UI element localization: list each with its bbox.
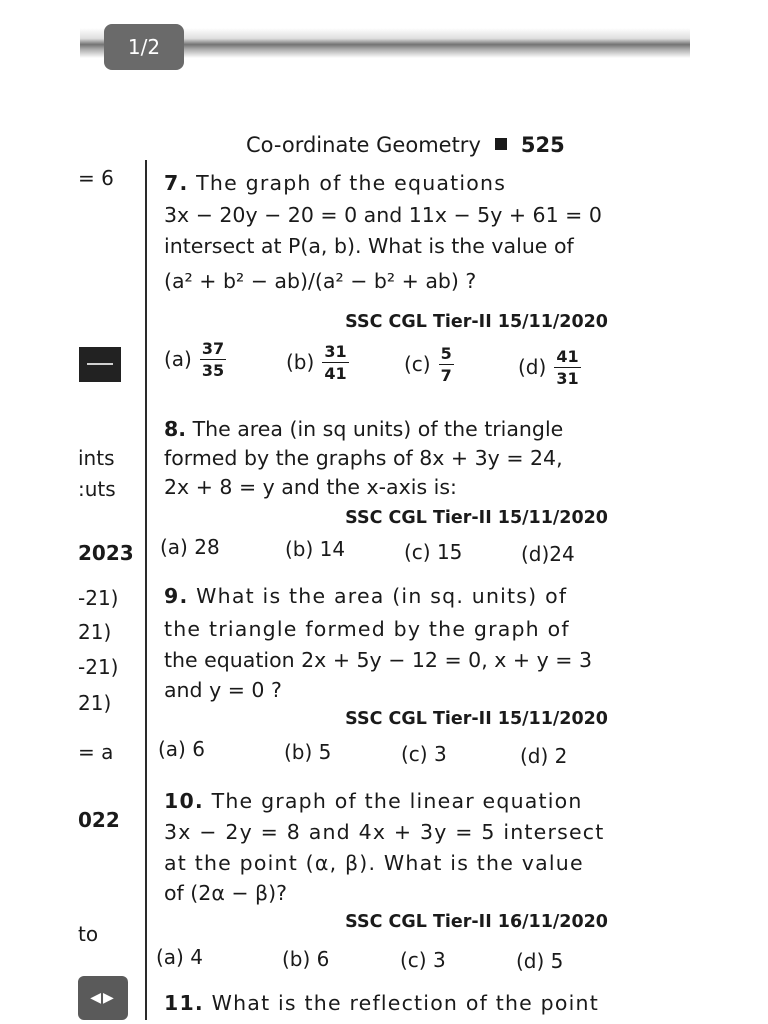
question-10-line-1: 10. The graph of the linear equation — [164, 789, 583, 813]
question-10-option-b: (b) 6 — [282, 947, 330, 971]
margin-fragment: 2023 — [78, 541, 134, 565]
question-7-line-1: 7. The graph of the equations — [164, 171, 507, 195]
question-8-option-d: (d)24 — [521, 542, 575, 566]
margin-fragment: :uts — [78, 477, 116, 501]
question-number: 8. — [164, 417, 187, 441]
question-9-line-3: the equation 2x + 5y − 12 = 0, x + y = 3 — [164, 648, 592, 672]
margin-fragment: -21) — [78, 586, 119, 610]
margin-fragment: 21) — [78, 691, 112, 715]
page-indicator: 1/2 — [104, 24, 184, 70]
margin-fragment: = 6 — [78, 166, 114, 190]
question-10-option-c: (c) 3 — [400, 948, 446, 972]
question-7-option-a: (a) $\frac{37}{35}$ — [164, 339, 225, 380]
chapter-title: Co-ordinate Geometry — [246, 133, 481, 157]
question-8-option-b: (b) 14 — [285, 537, 346, 561]
margin-fragment: = a — [78, 740, 114, 764]
margin-fragment: -21) — [78, 655, 119, 679]
question-7-option-c: (c) $\frac{5}{7}$ — [404, 344, 452, 385]
question-8-option-a: (a) 28 — [160, 535, 220, 559]
question-9-option-c: (c) 3 — [401, 742, 447, 766]
question-9-line-2: the triangle formed by the graph of — [164, 617, 570, 641]
question-8-option-c: (c) 15 — [404, 540, 463, 564]
question-number: 9. — [164, 584, 189, 608]
margin-fragment: ints — [78, 446, 115, 470]
question-7-option-b: (b) $\frac{31}{41}$ — [286, 342, 347, 383]
page-number: 525 — [520, 133, 565, 157]
question-8-line-3: 2x + 8 = y and the x-axis is: — [164, 475, 457, 499]
question-9-option-d: (d) 2 — [520, 744, 568, 768]
question-9-line-4: and y = 0 ? — [164, 678, 282, 702]
question-11-line-1: 11. What is the reflection of the point — [164, 991, 599, 1015]
question-8-source: SSC CGL Tier-II 15/11/2020 — [345, 508, 608, 528]
question-number: 7. — [164, 171, 189, 195]
question-number: 10. — [164, 789, 204, 813]
chapter-header — [246, 133, 565, 157]
margin-fragment: 022 — [78, 808, 120, 832]
margin-marker-icon — [79, 347, 121, 382]
left-right-arrows-icon[interactable]: ◀▶ — [78, 976, 128, 1020]
square-bullet-icon — [495, 138, 507, 150]
question-8-line-1: 8. The area (in sq units) of the triangle — [164, 417, 564, 441]
question-7-line-3: intersect at P(a, b). What is the value of — [164, 234, 574, 258]
question-number: 11. — [164, 991, 204, 1015]
question-9-line-1: 9. What is the area (in sq. units) of — [164, 584, 568, 608]
question-9-option-a: (a) 6 — [158, 737, 205, 761]
question-10-line-4: of (2α − β)? — [164, 881, 287, 905]
question-8-line-2: formed by the graphs of 8x + 3y = 24, — [164, 446, 563, 470]
margin-fragment: to — [78, 922, 99, 946]
question-10-line-2: 3x − 2y = 8 and 4x + 3y = 5 intersect — [164, 820, 605, 844]
question-7-line-4: (a² + b² − ab)/(a² − b² + ab) ? — [164, 269, 477, 293]
question-10-source: SSC CGL Tier-II 16/11/2020 — [345, 912, 608, 932]
question-7-source: SSC CGL Tier-II 15/11/2020 — [345, 312, 608, 332]
question-10-line-3: at the point (α, β). What is the value — [164, 851, 584, 875]
margin-fragment: 21) — [78, 620, 112, 644]
question-7-option-d: (d) $\frac{41}{31}$ — [518, 347, 579, 388]
question-7-line-2: 3x − 20y − 20 = 0 and 11x − 5y + 61 = 0 — [164, 203, 602, 227]
question-10-option-a: (a) 4 — [156, 945, 203, 969]
question-9-option-b: (b) 5 — [284, 740, 332, 764]
question-10-option-d: (d) 5 — [516, 949, 564, 973]
question-9-source: SSC CGL Tier-II 15/11/2020 — [345, 709, 608, 729]
column-divider — [145, 160, 147, 1020]
